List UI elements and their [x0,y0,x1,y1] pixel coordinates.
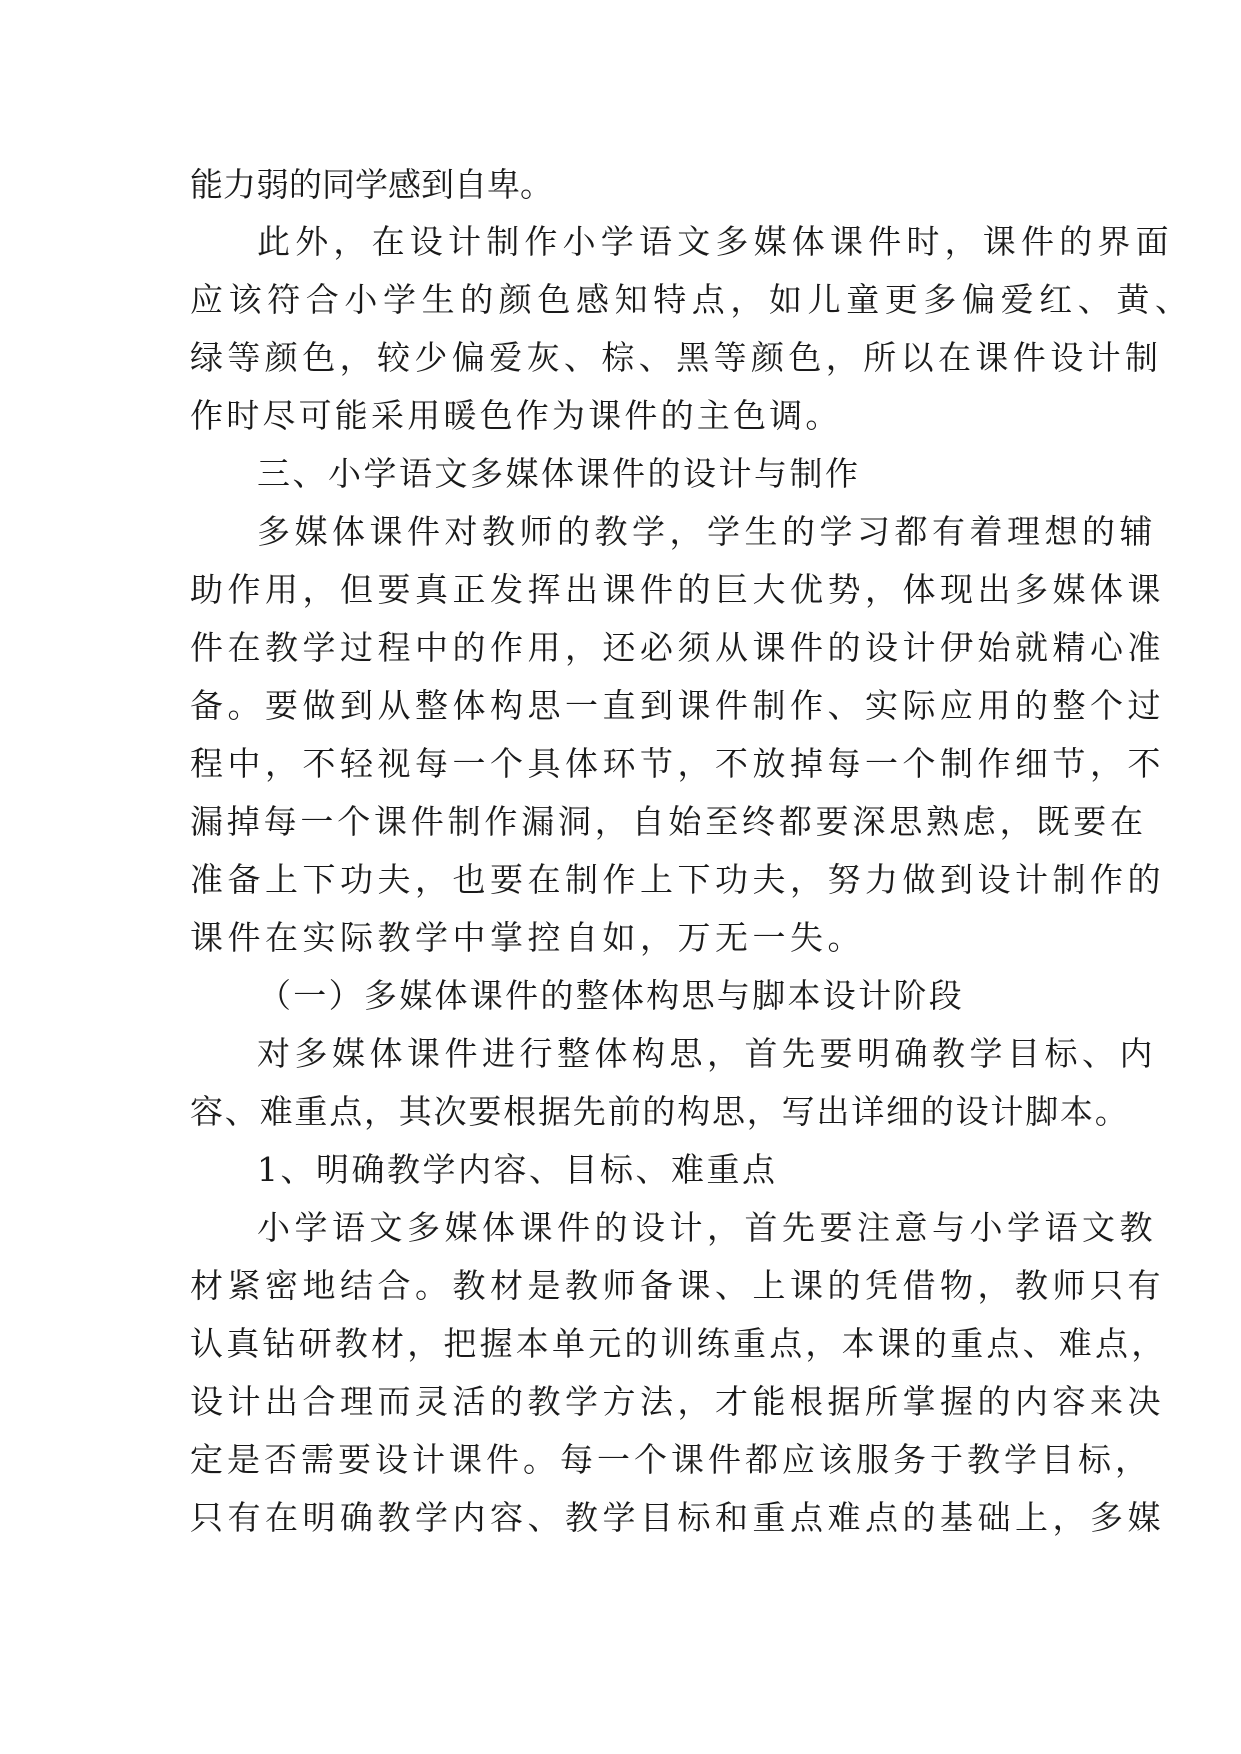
text-line: 设计出合理而灵活的教学方法，才能根据所掌握的内容来决 [190,1382,1165,1421]
subsection-heading: （一）多媒体课件的整体构思与脚本设计阶段 [258,976,964,1015]
text-line: 应该符合小学生的颜色感知特点，如儿童更多偏爱红、黄、 [190,280,1194,319]
paragraph-start: 此外，在设计制作小学语文多媒体课件时，课件的界面 [257,222,1174,261]
section-heading: 三、小学语文多媒体课件的设计与制作 [257,454,861,493]
text-line: 能力弱的同学感到自卑。 [190,165,553,204]
text-line: 绿等颜色，较少偏爱灰、棕、黑等颜色，所以在课件设计制 [190,338,1163,377]
text-line: 只有在明确教学内容、教学目标和重点难点的基础上，多媒 [190,1498,1165,1537]
numbered-heading: 1、明确教学内容、目标、难重点 [257,1150,778,1189]
text-line: 程中，不轻视每一个具体环节，不放掉每一个制作细节，不 [190,744,1165,783]
text-line: 件在教学过程中的作用，还必须从课件的设计伊始就精心准 [190,628,1165,667]
text-line: 材紧密地结合。教材是教师备课、上课的凭借物，教师只有 [190,1266,1165,1305]
paragraph-start: 多媒体课件对教师的教学，学生的学习都有着理想的辅 [257,512,1157,551]
text-line: 定是否需要设计课件。每一个课件都应该服务于教学目标， [190,1440,1152,1479]
text-line: 课件在实际教学中掌控自如，万无一失。 [190,918,865,957]
text-line: 助作用，但要真正发挥出课件的巨大优势，体现出多媒体课 [190,570,1165,609]
paragraph-start: 对多媒体课件进行整体构思，首先要明确教学目标、内 [257,1034,1157,1073]
text-line: 备。要做到从整体构思一直到课件制作、实际应用的整个过 [190,686,1165,725]
text-line: 漏掉每一个课件制作漏洞，自始至终都要深思熟虑，既要在 [190,802,1147,841]
text-line: 准备上下功夫，也要在制作上下功夫，努力做到设计制作的 [190,860,1165,899]
paragraph-start: 小学语文多媒体课件的设计，首先要注意与小学语文教 [257,1208,1157,1247]
text-line: 容、难重点，其次要根据先前的构思，写出详细的设计脚本。 [190,1092,1130,1131]
text-line: 作时尽可能采用暖色作为课件的主色调。 [190,396,842,435]
text-line: 认真钻研教材，把握本单元的训练重点，本课的重点、难点， [190,1324,1168,1363]
